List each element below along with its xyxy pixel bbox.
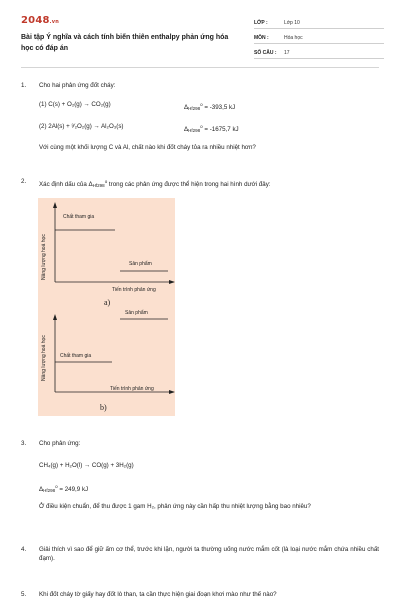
header-divider: [21, 67, 379, 68]
question-text: Giải thích vì sao để giữ ấm cơ thể, trước khi lặn, người ta thường uống nước mắm cốt (là loại nước mắm chứa nhiều chất đạm).: [39, 546, 379, 562]
meta-class-row: [254, 16, 384, 29]
question-number: 1.: [21, 82, 27, 89]
meta-key: LỚP :: [254, 20, 268, 26]
document-title: Bài tập Ý nghĩa và cách tính biến thiên enthalpy phản ứng hóa học có đáp án: [21, 34, 229, 52]
meta-key: MÔN :: [254, 35, 269, 41]
meta-value: Hóa học: [284, 35, 303, 41]
diagram-b-x-arrow: [169, 390, 175, 394]
diagram-a-products-label: Sản phẩm: [129, 261, 152, 267]
meta-value: 17: [284, 50, 290, 56]
diagram-a-y-label: Năng lượng hoá học: [41, 234, 47, 280]
question-text: Ở điều kiện chuẩn, để thu được 1 gam H₂, phản ứng này cần hấp thu nhiệt lượng bằng bao nhiêu?: [39, 503, 311, 510]
reaction-1-equation: (1) C(s) + O₂(g) → CO₂(g): [39, 101, 111, 108]
question-text: Khi đốt cháy tờ giấy hay đốt lò than, ta cần thực hiện giai đoạn khơi mào như thế nào?: [39, 591, 277, 598]
question-3: [21, 439, 383, 529]
reaction-equation: CH₄(g) + H₂O(l) → CO(g) + 3H₂(g): [39, 462, 134, 469]
question-text: Cho hai phản ứng đốt cháy:: [39, 82, 116, 89]
question-text: Xác định dấu của $\Delta_{Hf298}^o$ trong các phản ứng được thể hiện trong hai hình dưới đây:: [39, 179, 271, 188]
question-number: 4.: [21, 546, 27, 553]
question-number: 2.: [21, 178, 27, 185]
meta-value: Lớp 10: [284, 20, 300, 26]
enthalpy-diagram: [38, 198, 175, 416]
diagram-b-y-label: Năng lượng hoá học: [41, 335, 47, 381]
question-2: [21, 177, 383, 189]
meta-subject-row: [254, 31, 384, 44]
site-logo[interactable]: 2048.vn: [21, 15, 59, 26]
question-text: Cho phản ứng:: [39, 440, 81, 447]
question-number: 3.: [21, 440, 27, 447]
document-meta: [254, 16, 384, 61]
question-5: [21, 590, 383, 600]
question-text: Với cùng một khối lượng C và Al, chất nào khi đốt cháy tỏa ra nhiều nhiệt hơn?: [39, 144, 256, 151]
diagram-b-x-label: Tiến trình phản ứng: [110, 386, 154, 392]
diagram-graphics: [38, 198, 175, 416]
meta-key: SỐ CÂU :: [254, 50, 277, 56]
question-1: [21, 81, 383, 156]
reaction-2-equation: (2) 2Al(s) + ³⁄₂O₂(g) → Al₂O₃(s): [39, 123, 124, 130]
reaction-2-enthalpy: $\Delta_{Hf298}^o = -1675,7$ kJ: [184, 124, 239, 133]
meta-count-row: [254, 46, 384, 59]
diagram-a-x-label: Tiến trình phản ứng: [112, 287, 156, 293]
diagram-b-reactants-label: Chất tham gia: [60, 353, 92, 359]
diagram-a-y-arrow: [53, 202, 57, 208]
diagram-a-caption: a): [104, 298, 111, 307]
diagram-b-products-label: Sản phẩm: [125, 310, 148, 316]
diagram-a-x-arrow: [169, 280, 175, 284]
question-number: 5.: [21, 591, 27, 598]
reaction-1-enthalpy: $\Delta_{Hf298}^o = -393,5$ kJ: [184, 102, 236, 111]
diagram-a-reactants-label: Chất tham gia: [63, 214, 95, 220]
reaction-enthalpy: $\Delta_{Hf298}^o = 249,9$ kJ: [39, 484, 89, 493]
diagram-b-y-arrow: [53, 314, 57, 320]
question-4: [21, 545, 383, 571]
diagram-b-caption: b): [100, 403, 107, 412]
